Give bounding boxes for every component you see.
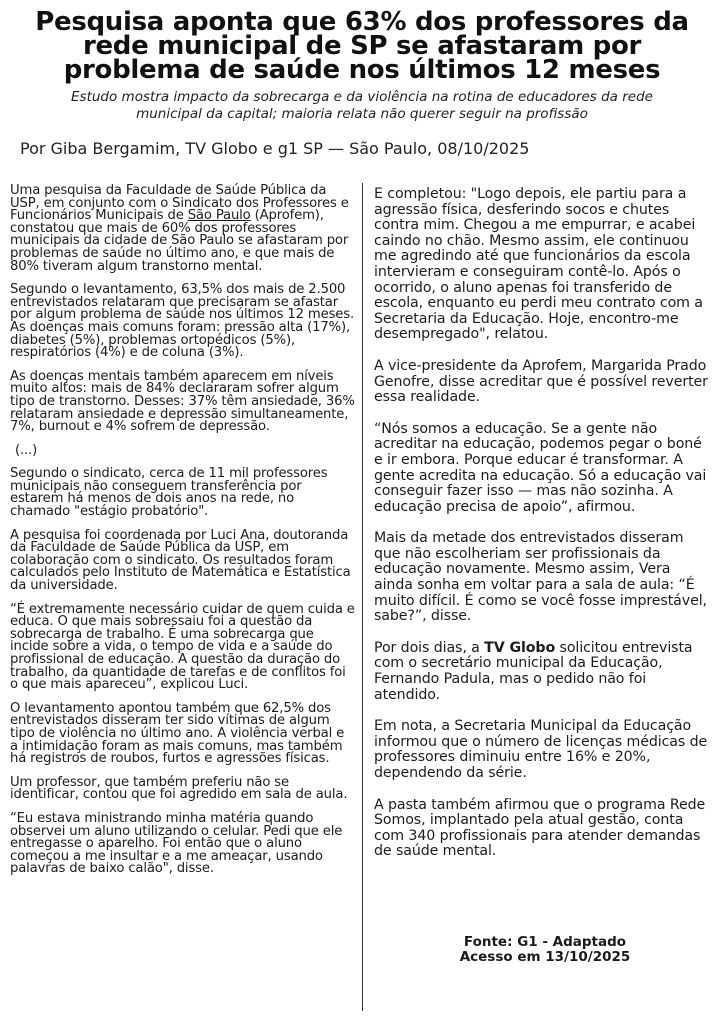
paragraph: Em nota, a Secretaria Municipal da Educação informou que o número de licenças médicas de professores diminuiu entre 16% e 20%, dependendo da série. (374, 718, 708, 781)
right-column (374, 187, 710, 876)
quote-paragraph: “Eu estava ministrando minha matéria quando observei um aluno utilizando o celular. Pedi que ele entregasse o aparelho. Foi então que o aluno começou a me insultar e a me ameaçar, usando palavras de baixo calão", disse. (10, 810, 343, 877)
source-credit (420, 935, 670, 965)
byline: Por Giba Bergamim, TV Globo e g1 SP — São Paulo, 08/10/2025 (20, 139, 530, 158)
tv-globo-brand: TV Globo (484, 639, 556, 656)
paragraph: Um professor, que também preferiu não se identificar, contou que foi agredido em sala de aula. (10, 774, 348, 803)
headline: Pesquisa aponta que 63% dos professores da rede municipal de SP se afastaram por problema de saúde nos últimos 12 meses (35, 7, 689, 85)
paragraph: A vice-presidente da Aprofem, Margarida Prado Genofre, disse acreditar que é possível reverter essa realidade. (374, 357, 708, 406)
paragraph-text: (Aprofem), constatou que mais de 60% dos professores municipais da cidade de São Paulo se afastaram por problemas de saúde no último ano, e que mais de 80% tiveram algum transtorno mental. (10, 208, 349, 274)
paragraph: E completou: "Logo depois, ele partiu para a agressão física, desferindo socos e chutes contra mim. Chegou a me empurrar, e acabei caindo no chão. Mesmo assim, ele continuou me agredindo até que funcionários da escola intervieram e conseguiram contê-lo. Após o ocorrido, o aluno apenas foi transferido de escola, enquanto eu perdi meu contrato com a Secretaria da Educação. Hoje, encontro-me desempregado", relatou. (374, 186, 703, 343)
source-line: Fonte: G1 - Adaptado (463, 934, 627, 950)
paragraph-text: Por dois dias, a (374, 639, 485, 656)
paragraph: As doenças mentais também aparecem em níveis muito altos: mais de 84% declararam sofrer algum tipo de transtorno. Desses: 37% têm ansiedade, 36% relataram ansiedade e depressão simultaneamente, 7%, burnout e 4% sofrem de depressão. (10, 368, 355, 435)
paragraph: A pesquisa foi coordenada por Luci Ana, doutoranda da Faculdade de Saúde Pública da USP, em colaboração com o sindicato. Os resultados foram calculados pelo Instituto de Matemática e Estatística da universidade. (10, 527, 351, 594)
sao-paulo-link[interactable]: São Paulo (187, 208, 251, 224)
quote-paragraph: “É extremamente necessário cuidar de quem cuida e educa. O que mais sobressaiu foi a questão da sobrecarga de trabalho. É uma sobrecarga que incide sobre a vida, o tempo de vida e a saúde do profissional de educação. A questão da duração do trabalho, da quantidade de tarefas e de conflitos foi o que mais apareceu”, explicou Luci. (10, 601, 355, 693)
ellipsis: (...) (15, 442, 38, 458)
article-header (0, 7, 724, 123)
paragraph (374, 641, 710, 703)
column-divider (362, 183, 363, 1011)
subtitle: Estudo mostra impacto da sobrecarga e da violência na rotina de educadores da rede municipal da capital; maioria relata não querer seguir na profissão (71, 89, 653, 122)
quote-paragraph: “Nós somos a educação. Se a gente não acreditar na educação, podemos pegar o boné e ir embora. Porque educar é transformar. A gente acredita na educação. Só a educação vai conseguir fazer isso — mas não sozinha. A educação precisa de apoio”, afirmou. (374, 420, 707, 515)
paragraph: Segundo o levantamento, 63,5% dos mais de 2.500 entrevistados relataram que precisaram se afastar por algum problema de saúde nos últimos 12 meses. As doenças mais comuns foram: pressão alta (17%), diabetes (5%), problemas ortopédicos (5%), respiratórios (4%) e de coluna (3%). (10, 282, 355, 361)
paragraph (10, 185, 355, 273)
left-column (10, 185, 355, 887)
paragraph-text: solicitou entrevista com o secretário municipal da Educação, Fernando Padula, mas o pedido não foi atendido. (374, 639, 693, 703)
access-date: Acesso em 13/10/2025 (459, 949, 631, 965)
paragraph: A pasta também afirmou que o programa Rede Somos, implantado pela atual gestão, conta com 340 profissionais para atender demandas de saúde mental. (374, 796, 706, 860)
paragraph: Segundo o sindicato, cerca de 11 mil professores municipais não conseguem transferência por estarem há menos de dois anos na rede, no chamado "estágio probatório". (10, 466, 328, 520)
paragraph-text: Uma pesquisa da Faculdade de Saúde Pública da USP, em conjunto com o Sindicato dos Professores e Funcionários Municipais de (10, 183, 349, 224)
paragraph: O levantamento apontou também que 62,5% dos entrevistados disseram ter sido vítimas de algum tipo de violência no último ano. A violência verbal e a intimidação foram as mais comuns, mas também há registros de roubos, furtos e agressões físicas. (10, 700, 345, 767)
paragraph: Mais da metade dos entrevistados disseram que não escolheriam ser profissionais da educação novamente. Mesmo assim, Vera ainda sonha em voltar para a sala de aula: “É muito difícil. É como se você fosse imprestável, sabe?”, disse. (374, 530, 707, 625)
